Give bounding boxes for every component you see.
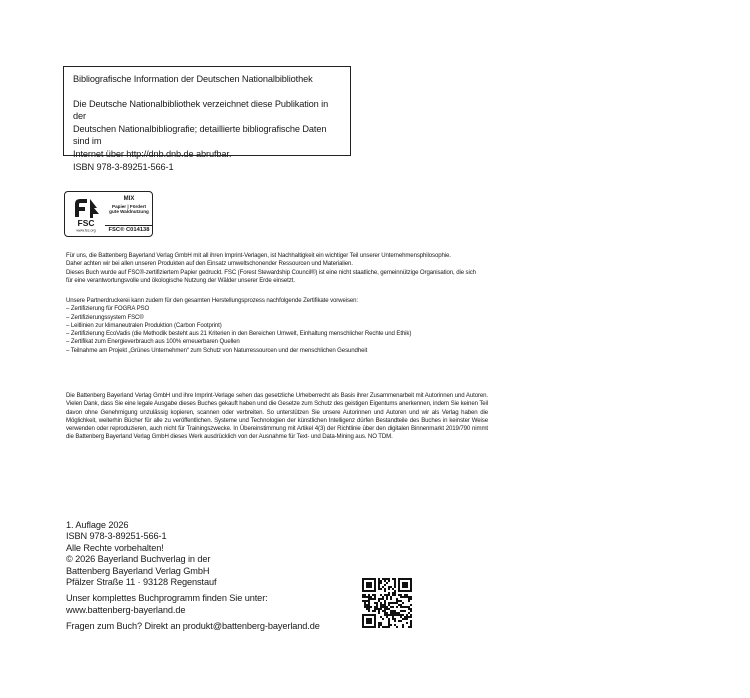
fsc-paper-text bbox=[105, 204, 153, 215]
fsc-paper-line: gute Waldnutzung bbox=[109, 209, 149, 215]
isbn: ISBN 978-3-89251-566-1 bbox=[66, 531, 167, 542]
biblio-isbn: ISBN 978-3-89251-566-1 bbox=[73, 161, 174, 172]
imprint-block bbox=[66, 520, 346, 633]
biblio-line: Internet über http://dnb.dnb.de abrufbar. bbox=[73, 148, 232, 159]
publisher-name: Battenberg Bayerland Verlag GmbH bbox=[66, 565, 210, 576]
program-text: Unser komplettes Buchprogramm finden Sie unter: bbox=[66, 593, 268, 604]
fsc-website: www.fsc.org bbox=[76, 228, 96, 233]
biblio-line: Deutschen Nationalbibliografie; detaillierte bibliografische Daten sind im bbox=[73, 123, 327, 147]
list-item: – Zertifizierung EcoVadis (die Methodik besteht aus 21 Kriterien in den Bereichen Umwelt, Einhaltung menschlicher Rechte und Ethik) bbox=[66, 330, 412, 338]
text-line: Daher achten wir bei allen unseren Produkten auf den Einsatz umweltschonender Ressourcen und Materialien. bbox=[66, 260, 353, 268]
list-item: – Teilnahme am Projekt „Grünes Unternehmen“ zum Schutz von Naturressourcen und der menschlichen Gesundheit bbox=[66, 346, 368, 354]
fsc-license: FSC® C014138 bbox=[105, 225, 153, 234]
website-link[interactable]: www.battenberg-bayerland.de bbox=[66, 604, 186, 615]
copyright-notice bbox=[66, 392, 488, 442]
list-item: – Zertifizierungssystem FSC® bbox=[66, 313, 144, 321]
certificates-list bbox=[66, 297, 486, 355]
bibliographic-info-box bbox=[63, 66, 351, 172]
biblio-line: Die Deutsche Nationalbibliothek verzeichnet diese Publikation in der bbox=[73, 98, 329, 122]
fsc-tree-icon bbox=[69, 195, 103, 233]
text-line: Dieses Buch wurde auf FSC®-zertifiziertem Papier gedruckt. FSC (Forest Stewardship Council®) ist eine nicht staatliche, gemeinnützige Organisation, die sich bbox=[66, 268, 476, 276]
fsc-logo bbox=[64, 191, 153, 237]
sustainability-text bbox=[66, 252, 486, 285]
copyright-line: © 2026 Bayerland Buchverlag in der bbox=[66, 554, 211, 565]
text-line: Für uns, die Battenberg Bayerland Verlag GmbH mit all ihren Imprint-Verlagen, ist Nachhaltigkeit ein wichtiger Teil unserer Unternehmensphilosophie. bbox=[66, 252, 451, 259]
fsc-logo-text: FSC bbox=[77, 218, 95, 228]
list-item: – Leitlinien zur klimaneutralen Produktion (Carbon Footprint) bbox=[66, 321, 222, 329]
list-item: – Zertifizierung für FOGRA PSO bbox=[66, 305, 150, 313]
text-line: für eine verantwortungsvolle und ökologische Nutzung der Wälder unserer Erde einsetzt. bbox=[66, 276, 295, 284]
publisher-address: Pfälzer Straße 11 · 93128 Regenstauf bbox=[66, 577, 217, 588]
edition: 1. Auflage 2026 bbox=[66, 520, 129, 530]
fsc-paper-line: Papier | Fördert bbox=[112, 204, 146, 209]
qr-code-icon bbox=[362, 578, 412, 628]
rights: Alle Rechte vorbehalten! bbox=[66, 542, 164, 553]
contact-line[interactable]: Fragen zum Buch? Direkt an produkt@battenberg-bayerland.de bbox=[66, 621, 320, 632]
certificates-intro: Unsere Partnerdruckerei kann zudem für den gesamten Herstellungsprozess nachfolgende Zertifikate vorweisen: bbox=[66, 297, 359, 304]
fsc-mix-label: MIX bbox=[123, 196, 135, 202]
biblio-heading: Bibliografische Information der Deutschen Nationalbibliothek bbox=[73, 74, 313, 84]
list-item: – Zertifikat zum Energieverbrauch aus 100% erneuerbaren Quellen bbox=[66, 338, 240, 346]
copyright-text: Die Battenberg Bayerland Verlag GmbH und ihre Imprint-Verlage sehen das gesetzliche Urheberrecht als Basis ihrer Zusammenarbeit mit Autorinnen und Autoren. Vielen Dank, dass Sie eine legale Ausgabe dieses Buches gekauft haben und die Gesetze zum Schutz des geistigen Eigentums anerkennen, indem Sie keinen Teil davon ohne Genehmigung unzulässig kopieren, scannen oder verbreiten. So unterstützen Sie unsere Autorinnen und Autoren und wir als Verlag haben die Möglichkeit, weiterhin Bücher für alle zu veröffentlichen. Systeme und Technologien der künstlichen Intelligenz dürfen Bestandteile des Buches in keinster Weise verwenden oder reproduzieren, auch nicht für Trainingszwecke. In Übereinstimmung mit Artikel 4(3) der Richtlinie über den digitalen Binnenmarkt 2019/790 nimmt die Battenberg Bayerland Verlag GmbH dieses Werk ausdrücklich von der Ausnahme für Text- und Data-Mining aus. NO TDM. bbox=[66, 392, 488, 441]
